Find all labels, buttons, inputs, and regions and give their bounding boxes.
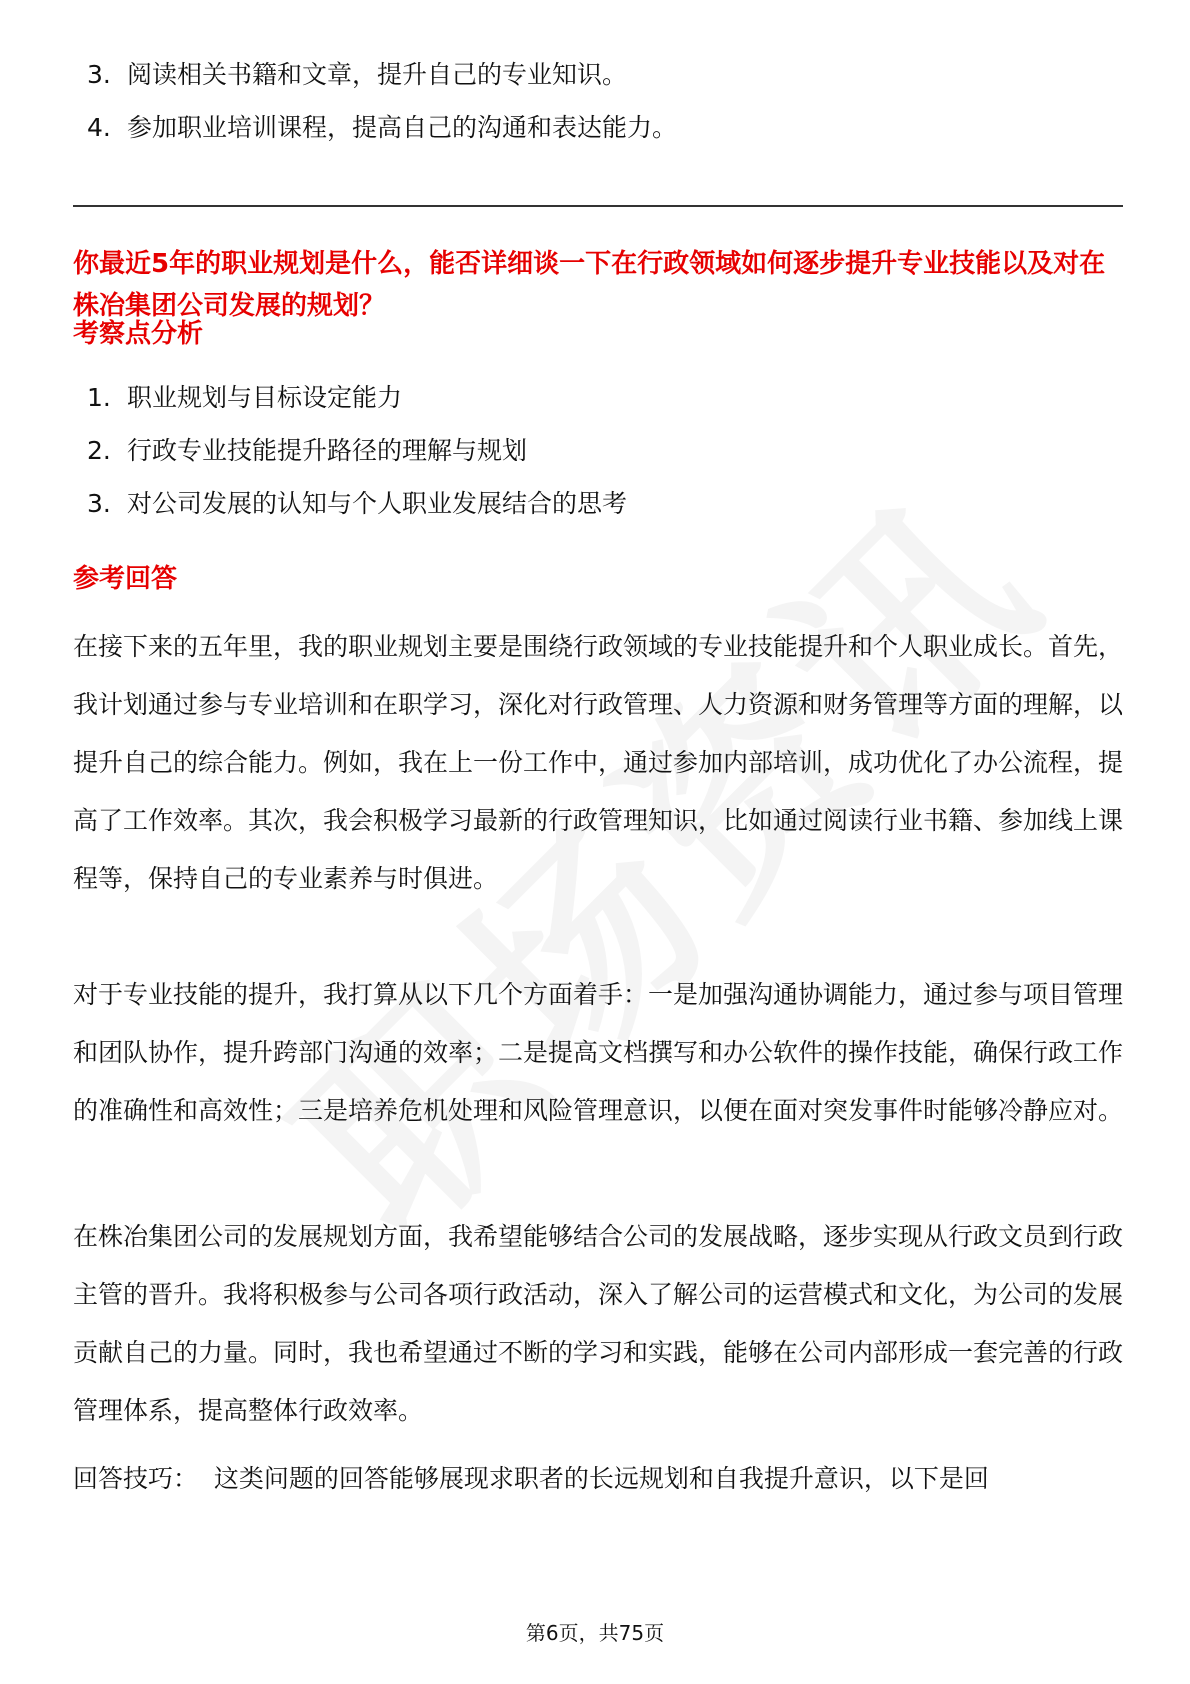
analysis-heading: 考察点分析 bbox=[73, 319, 204, 349]
top-list bbox=[87, 58, 677, 145]
list-item-number: 4. bbox=[87, 113, 111, 142]
list-item-number: 2. bbox=[87, 436, 111, 465]
list-item bbox=[87, 111, 677, 145]
answer-heading: 参考回答 bbox=[73, 564, 178, 594]
list-item-text: 对公司发展的认知与个人职业发展结合的思考 bbox=[127, 489, 628, 518]
page-number: 第6页，共75页 bbox=[525, 1621, 665, 1645]
list-item-number: 3. bbox=[87, 489, 111, 518]
list-item-text: 职业规划与目标设定能力 bbox=[127, 383, 403, 412]
list-item-number: 1. bbox=[87, 383, 111, 412]
answer-tips: 回答技巧： 这类问题的回答能够展现求职者的长远规划和自我提升意识，以下是回 bbox=[73, 1464, 989, 1493]
interview-question: 你最近5年的职业规划是什么，能否详细谈一下在行政领域如何逐步提升专业技能以及对在株冶集团公司发展的规划？ bbox=[73, 249, 1106, 321]
list-item bbox=[87, 58, 677, 92]
list-item-text: 行政专业技能提升路径的理解与规划 bbox=[127, 436, 528, 465]
answer-paragraph: 在接下来的五年里，我的职业规划主要是围绕行政领域的专业技能提升和个人职业成长。首先，我计划通过参与专业培训和在职学习，深化对行政管理、人力资源和财务管理等方面的理解，以提升自己的综合能力。例如，我在上一份工作中，通过参加内部培训，成功优化了办公流程，提高了工作效率。其次，我会积极学习最新的行政管理知识，比如通过阅读行业书籍、参加线上课程等，保持自己的专业素养与时俱进。 bbox=[73, 632, 1124, 893]
list-item-text: 参加职业培训课程，提高自己的沟通和表达能力。 bbox=[127, 113, 678, 142]
list-item-number: 3. bbox=[87, 60, 111, 89]
list-item-text: 阅读相关书籍和文章，提升自己的专业知识。 bbox=[127, 60, 628, 89]
analysis-list bbox=[87, 381, 627, 521]
answer-paragraph: 在株冶集团公司的发展规划方面，我希望能够结合公司的发展战略，逐步实现从行政文员到行政主管的晋升。我将积极参与公司各项行政活动，深入了解公司的运营模式和文化，为公司的发展贡献自己的力量。同时，我也希望通过不断的学习和实践，能够在公司内部形成一套完善的行政管理体系，提高整体行政效率。 bbox=[73, 1222, 1124, 1425]
section-divider bbox=[73, 205, 1123, 207]
answer-paragraph: 对于专业技能的提升，我打算从以下几个方面着手：一是加强沟通协调能力，通过参与项目管理和团队协作，提升跨部门沟通的效率；二是提高文档撰写和办公软件的操作技能，确保行政工作的准确性和高效性；三是培养危机处理和风险管理意识，以便在面对突发事件时能够冷静应对。 bbox=[73, 980, 1124, 1125]
list-item bbox=[87, 487, 627, 521]
list-item bbox=[87, 381, 627, 415]
list-item bbox=[87, 434, 627, 468]
